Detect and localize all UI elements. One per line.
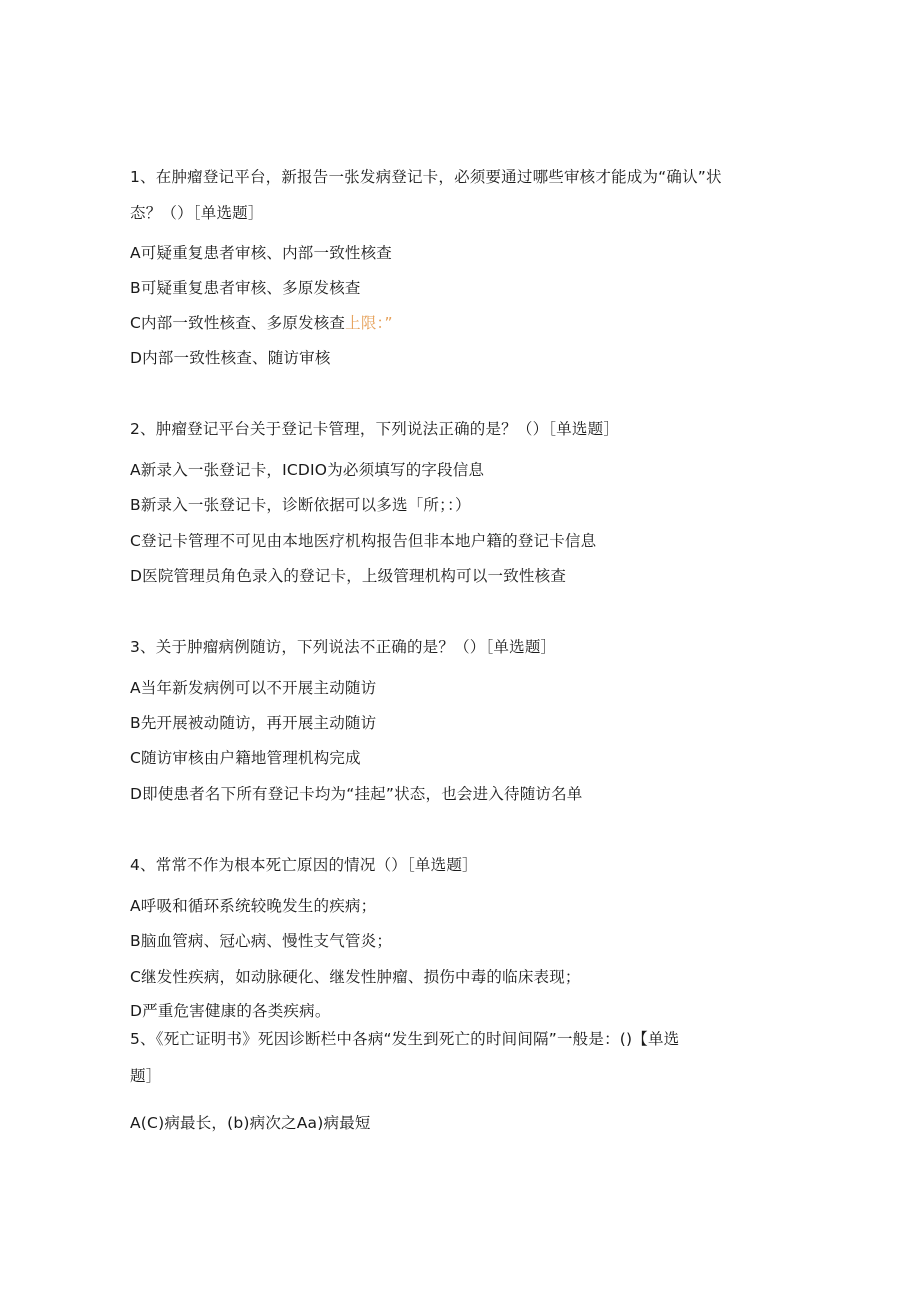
question-3-option-c: C随访审核由户籍地管理机构完成 [130,749,361,767]
question-1-stem-line-1: 1、在肿瘤登记平台，新报告一张发病登记卡，必须要通过哪些审核才能成为“确认”状 [130,168,722,186]
question-4-option-c: C继发性疾病，如动脉硬化、继发性肿瘤、损伤中毒的临床表现； [130,968,581,986]
question-2-option-a: A新录入一张登记卡，ICDIO为必须填写的字段信息 [130,461,485,479]
question-2-option-d: D医院管理员角色录入的登记卡，上级管理机构可以一致性核查 [130,567,567,585]
question-1-stem-line-2: 态？（）［单选题］ [130,204,264,222]
question-2-stem-line-1: 2、肿瘤登记平台关于登记卡管理，下列说法正确的是？（）［单选题］ [130,420,620,438]
question-1-option-d: D内部一致性核查、随访审核 [130,349,331,367]
question-1-option-c [130,313,393,333]
question-2-option-b: B新录入一张登记卡，诊断依据可以多选「所；：） [130,496,471,514]
question-4-option-d: D严重危害健康的各类疾病。 [130,1002,331,1020]
question-5-stem-line-1: 5、《死亡证明书》死因诊断栏中各病“发生到死亡的时间间隔”一般是：()【单选 [130,1030,680,1048]
question-4-stem-line-1: 4、常常不作为根本死亡原因的情况（）［单选题］ [130,856,478,874]
question-5-stem-line-2: 题］ [130,1067,162,1085]
question-3-option-b: B先开展被动随访，再开展主动随访 [130,714,377,732]
question-1-option-c-text: C内部一致性核查、多原发核查 [130,314,346,332]
question-1-option-b: B可疑重复患者审核、多原发核查 [130,279,361,297]
question-1-option-a: A可疑重复患者审核、内部一致性核查 [130,244,393,262]
question-3-option-a: A当年新发病例可以不开展主动随访 [130,679,377,697]
question-4-option-a: A呼吸和循环系统较晚发生的疾病； [130,897,377,915]
question-3-stem-line-1: 3、关于肿瘤病例随访，下列说法不正确的是？（）［单选题］ [130,638,557,656]
question-4-option-b: B脑血管病、冠心病、慢性支气管炎； [130,932,393,950]
question-3-option-d: D即使患者名下所有登记卡均为“挂起”状态，也会进入待随访名单 [130,785,583,803]
question-5-option-a: A(C)病最长，(b)病次之Aa)病最短 [130,1114,371,1132]
question-2-option-c: C登记卡管理不可见由本地医疗机构报告但非本地户籍的登记卡信息 [130,532,597,550]
question-1-option-c-annotation: 上限：” [345,314,393,332]
